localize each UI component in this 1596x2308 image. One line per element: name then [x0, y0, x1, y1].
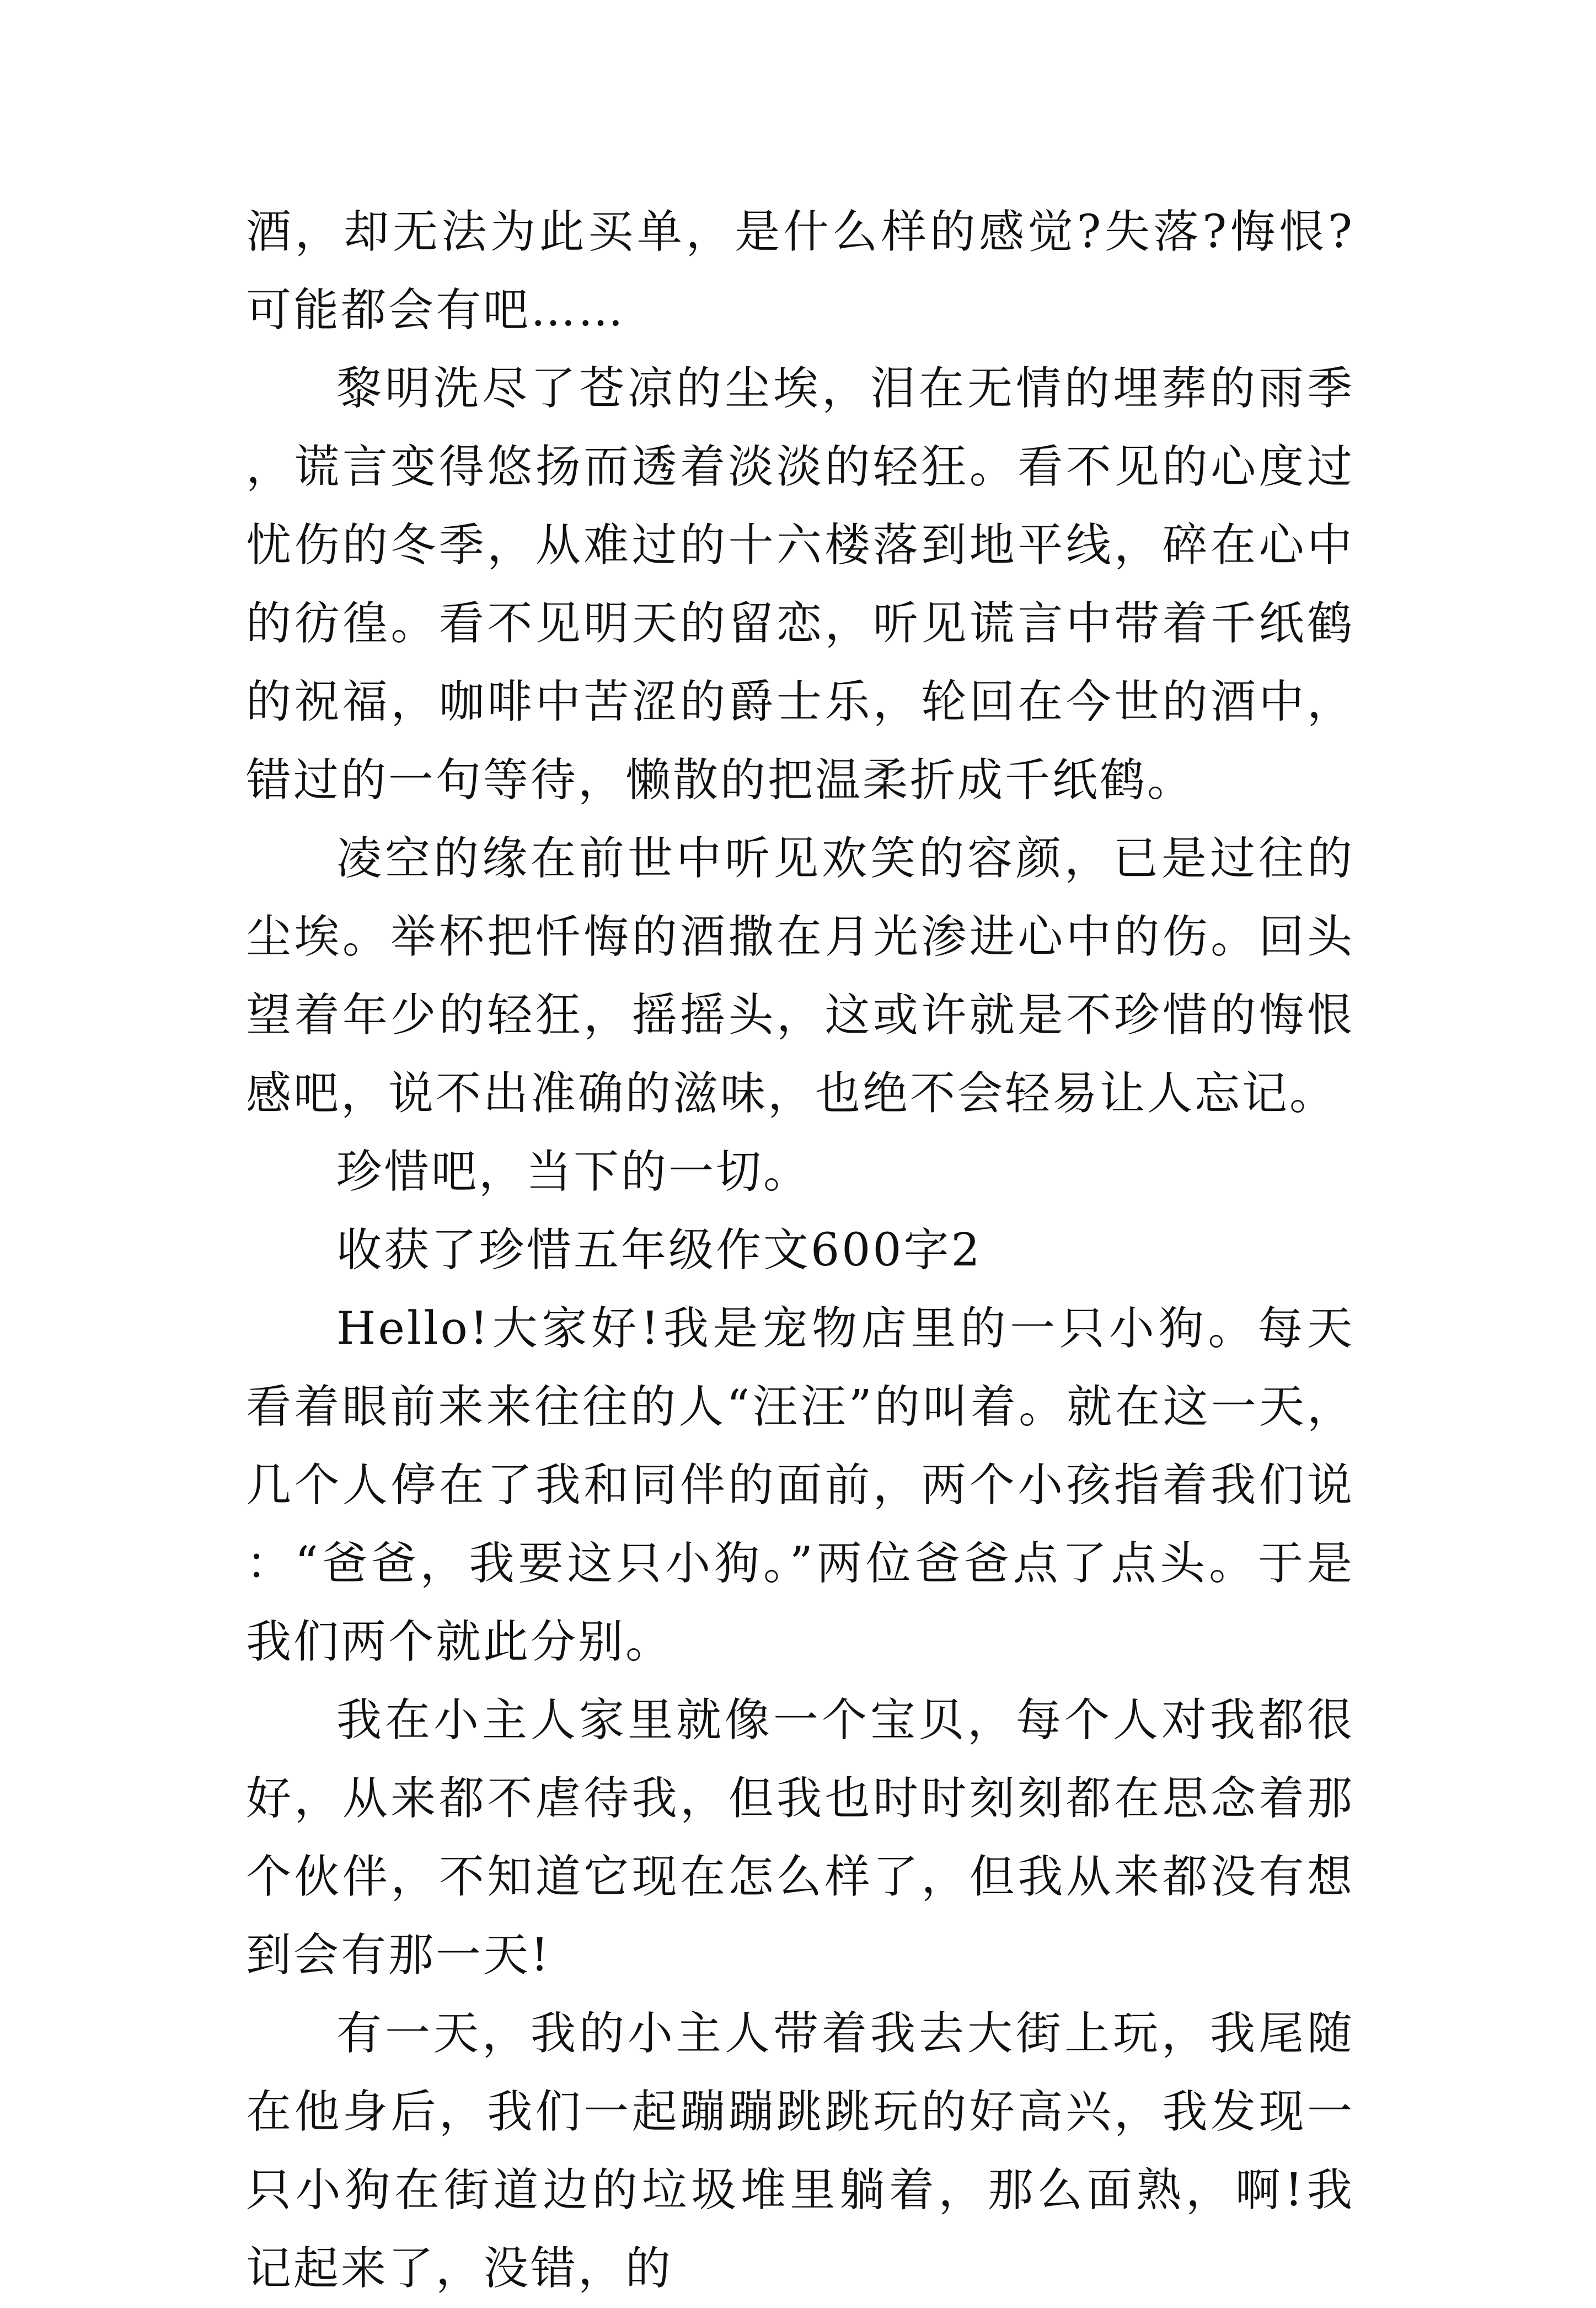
- paragraph-hello: Hello!大家好!我是宠物店里的一只小狗。每天看着眼前来来往往的人“汪汪”的叫着。就在这一天，几个人停在了我和同伴的面前，两个小孩指着我们说：“爸爸，我要这只小狗。”两位爸爸点了点头。于是我们两个就此分别。: [246, 1302, 1354, 1668]
- paragraph-dawn: 黎明洗尽了苍凉的尘埃，泪在无情的埋葬的雨季，谎言变得悠扬而透着淡淡的轻狂。看不见的心度过忧伤的冬季，从难过的十六楼落到地平线，碎在心中的彷徨。看不见明天的留恋，听见谎言中带着千纸鹤的祝福，咖啡中苦涩的爵士乐，轮回在今世的酒中，错过的一句等待，懒散的把温柔折成千纸鹤。: [246, 362, 1354, 806]
- paragraph-past-life: 凌空的缘在前世中听见欢笑的容颜，已是过往的尘埃。举杯把忏悔的酒撒在月光渗进心中的伤。回头望着年少的轻狂，摇摇头，这或许就是不珍惜的悔恨感吧，说不出准确的滋味，也绝不会轻易让人忘记。: [246, 832, 1354, 1120]
- paragraph-cherish-now: 珍惜吧，当下的一切。: [336, 1146, 811, 1198]
- paragraph-one-day: 有一天，我的小主人带着我去大街上玩，我尾随在他身后，我们一起蹦蹦跳跳玩的好高兴，我发现一只小狗在街道边的垃圾堆里躺着，那么面熟，啊!我记起来了，没错，的: [246, 2007, 1354, 2295]
- paragraph-little-master: 我在小主人家里就像一个宝贝，每个人对我都很好，从来都不虐待我，但我也时时刻刻都在思念着那个伙伴，不知道它现在怎么样了，但我从来都没有想到会有那一天!: [246, 1694, 1354, 1981]
- document-body: [246, 193, 1354, 2308]
- essay-title: 收获了珍惜五年级作文600字2: [336, 1224, 982, 1276]
- paragraph-continuation: 酒，却无法为此买单，是什么样的感觉?失落?悔恨?可能都会有吧……: [246, 206, 1354, 336]
